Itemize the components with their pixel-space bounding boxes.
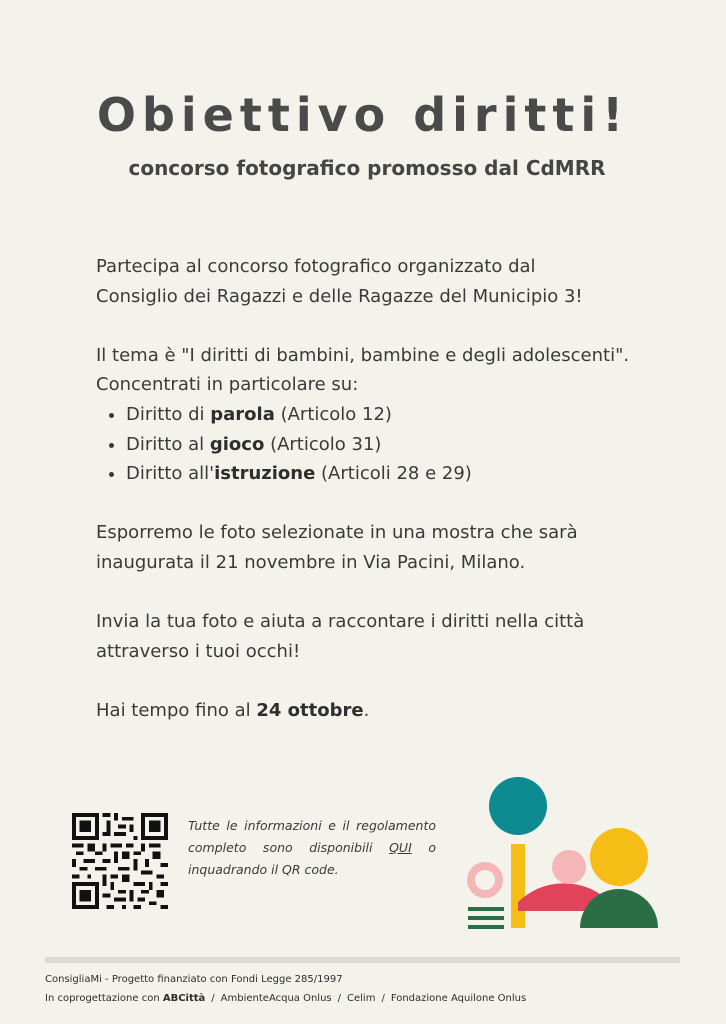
main-text	[96, 252, 656, 726]
paragraph-theme-line2: Concentrati in particolare su:	[96, 374, 359, 396]
info-text: Tutte le informazioni e il regolamento completo sono disponibili QUI o inquadrando il QR code.	[188, 818, 436, 877]
qr-code-icon[interactable]	[72, 813, 168, 909]
rights-list-item: • Diritto di parola (Articolo 12)	[126, 400, 656, 430]
paragraph-intro-line2: Consiglio dei Ragazzi e delle Ragazze del Municipio 3!	[96, 285, 583, 307]
paragraph-exhibit-line1: Esporremo le foto selezionate in una mostra che sarà	[96, 522, 578, 544]
paragraph-exhibit-line2: inaugurata il 21 novembre in Via Pacini, Milano.	[96, 551, 526, 573]
deadline-date: 24 ottobre	[256, 699, 364, 721]
pink-circle-icon	[552, 850, 586, 884]
yellow-bar-icon	[511, 844, 525, 928]
decorative-illustration	[460, 776, 670, 936]
pink-ring-icon	[471, 866, 499, 894]
footer-funding: ConsigliaMi - Progetto finanziato con Fondi Legge 285/1997	[45, 974, 343, 985]
paragraph-intro-line1: Partecipa al concorso fotografico organizzato dal	[96, 256, 536, 277]
footer-divider	[45, 957, 680, 963]
footer	[45, 970, 695, 1008]
teal-circle-icon	[489, 777, 547, 835]
yellow-circle-icon	[590, 828, 648, 886]
rights-list-item: • Diritto all'istruzione (Articoli 28 e 29)	[126, 459, 656, 489]
paragraph-send-line1: Invia la tua foto e aiuta a raccontare i diritti nella città	[96, 611, 585, 633]
green-line-icon	[468, 916, 504, 920]
green-line-icon	[468, 907, 504, 911]
page-subtitle: concorso fotografico promosso dal CdMRR	[128, 156, 606, 180]
rights-list	[96, 400, 656, 489]
paragraph-deadline: Hai tempo fino al 24 ottobre.	[96, 699, 370, 721]
rights-list-item: • Diritto al gioco (Articolo 31)	[126, 430, 656, 460]
page-title: Obiettivo diritti!	[96, 88, 630, 142]
green-line-icon	[468, 925, 504, 929]
paragraph-theme-line1: Il tema è "I diritti di bambini, bambine e degli adolescenti".	[96, 344, 630, 366]
info-link[interactable]: QUI	[389, 840, 412, 855]
footer-partners: In coprogettazione con ABCittà / AmbienteAcqua Onlus / Celim / Fondazione Aquilone Onlus	[45, 993, 527, 1004]
paragraph-send-line2: attraverso i tuoi occhi!	[96, 640, 301, 662]
